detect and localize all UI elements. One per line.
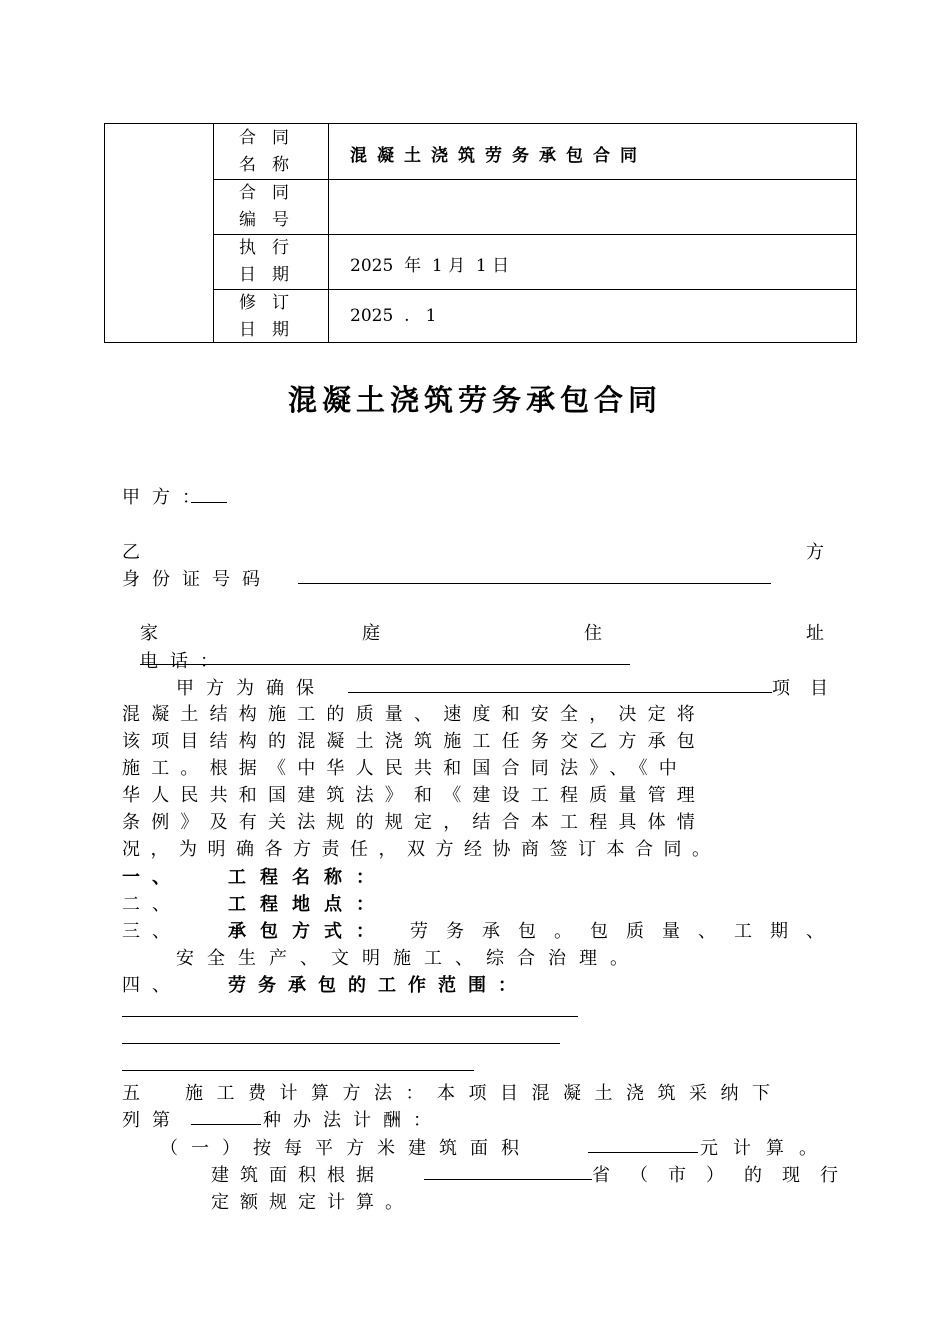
para1-end: 项目 bbox=[772, 678, 848, 699]
contract-info-table bbox=[104, 123, 857, 343]
section5-line2-b: 种办法计酬： bbox=[263, 1110, 443, 1131]
address-label: 家 庭 住 址 bbox=[140, 623, 824, 644]
revision-date-value: 2025 . 1 bbox=[350, 306, 437, 326]
row-label-contract-number: 合同 编号 bbox=[239, 183, 305, 230]
province-blank bbox=[424, 1179, 592, 1180]
section5-line1: 五 施工费计算方法：本项目混凝土浇筑采纳下 bbox=[122, 1083, 784, 1104]
section5-line2-a: 列第 bbox=[122, 1110, 182, 1131]
item1-line3: 定额规定计算。 bbox=[211, 1192, 414, 1213]
section4-title: 劳务承包的工作范围： bbox=[228, 975, 528, 996]
row-label-revision-date: 修订 日期 bbox=[239, 293, 305, 340]
table-divider bbox=[213, 124, 214, 342]
section3-title: 承包方式： bbox=[228, 921, 388, 942]
table-divider bbox=[328, 124, 329, 342]
scope-blank-line bbox=[122, 1070, 474, 1071]
para1-body: 混凝土结构施工的质量、速度和安全，决定将 该项目结构的混凝土浇筑施工任务交乙方承包 施工。根据《中华人民共和国合同法》、《中 华人民共和国建筑法》和《建设工程质量管理 条例》及有关法规的规定，结合本工程具体情 况，为明确各方责任，双方经协商签订本合同。 bbox=[122, 704, 721, 860]
party-a-blank bbox=[191, 502, 227, 503]
row-label-effective-date: 执行 日期 bbox=[239, 238, 305, 285]
project-name-blank bbox=[348, 692, 772, 693]
section2-title: 工程地点： bbox=[228, 894, 388, 915]
section1-number: 一、 bbox=[122, 867, 182, 888]
id-number-label: 身份证号码 bbox=[122, 569, 272, 590]
section4-number: 四、 bbox=[122, 975, 182, 996]
method-number-blank bbox=[191, 1124, 261, 1125]
party-a-label: 甲方： bbox=[122, 487, 212, 508]
phone-blank bbox=[140, 664, 630, 665]
section1-title: 工程名称： bbox=[228, 867, 388, 888]
party-b-label-end: 方 bbox=[806, 542, 836, 563]
party-b-label: 乙 bbox=[122, 542, 152, 563]
table-divider bbox=[214, 234, 856, 235]
item1-line2-end: 省（市）的现行 bbox=[592, 1165, 858, 1186]
scope-blank-line bbox=[122, 1043, 560, 1044]
section3-number: 三、 bbox=[122, 921, 182, 942]
item1-line2: 建筑面积根据 bbox=[211, 1165, 385, 1186]
scope-blank-line bbox=[122, 1016, 578, 1017]
section3-text: 劳务承包。包质量、工期、 bbox=[410, 921, 842, 942]
para1-lead: 甲方为确保 bbox=[176, 678, 326, 699]
document-title: 混凝土浇筑劳务承包合同 bbox=[287, 383, 662, 417]
effective-date-value: 2025 年 1 月 1 日 bbox=[350, 256, 510, 276]
id-number-blank bbox=[298, 583, 771, 584]
row-label-contract-name: 合同 名称 bbox=[239, 128, 305, 175]
section3-text-line2: 安全生产、文明施工、综合治理。 bbox=[176, 948, 641, 969]
table-divider bbox=[214, 289, 856, 290]
table-divider bbox=[214, 179, 856, 180]
item1-text-end: 元计算。 bbox=[700, 1138, 832, 1159]
phone-label: 电话： bbox=[140, 651, 230, 672]
unit-price-blank bbox=[588, 1152, 698, 1153]
contract-name-value: 混凝土浇筑劳务承包合同 bbox=[350, 146, 647, 166]
item1-text: （一）按每平方米建筑面积 bbox=[160, 1138, 532, 1159]
section2-number: 二、 bbox=[122, 894, 182, 915]
